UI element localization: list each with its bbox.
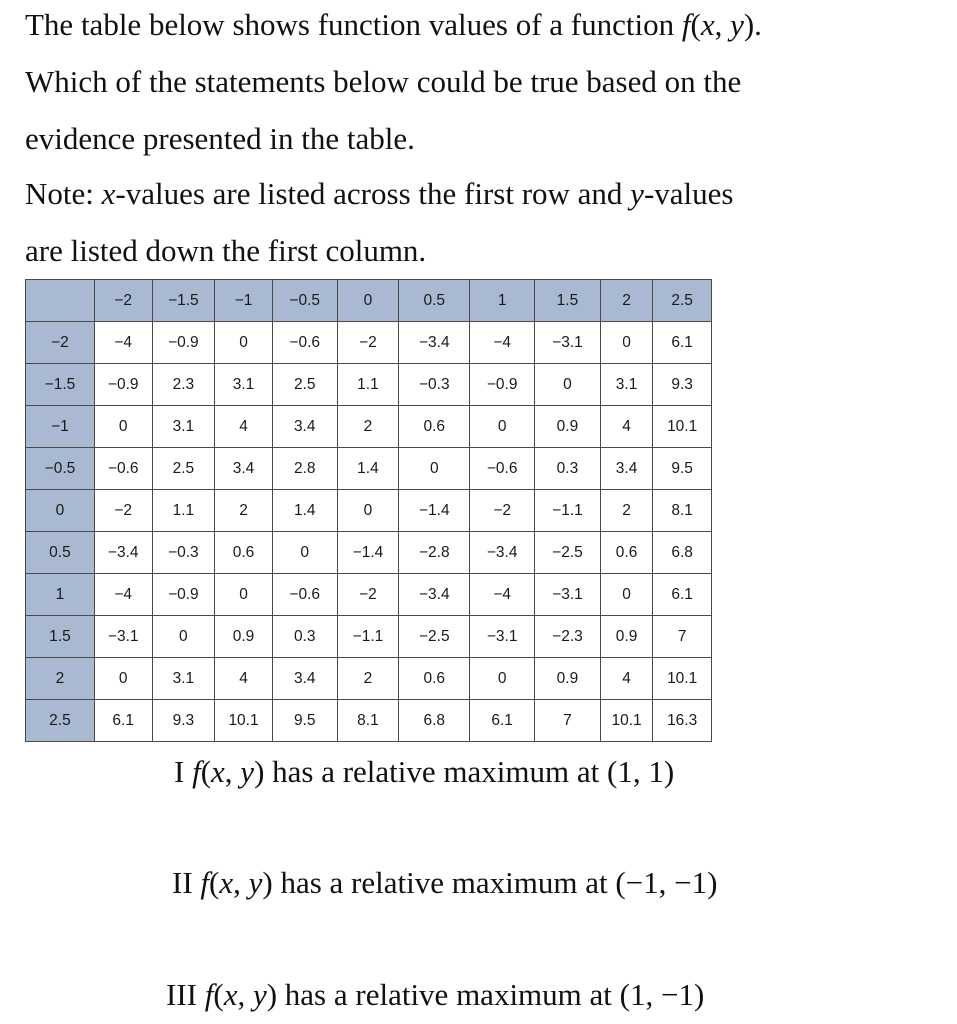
value-cell: −0.3 <box>399 364 470 406</box>
value-cell: −3.4 <box>399 322 470 364</box>
value-cell: −2.3 <box>535 616 601 658</box>
statement-text: has a relative maximum at <box>264 754 607 789</box>
value-cell: 2.5 <box>272 364 337 406</box>
value-cell: −0.9 <box>470 364 535 406</box>
value-cell: −0.3 <box>152 532 215 574</box>
value-cell: 9.3 <box>152 700 215 742</box>
value-cell: −1.1 <box>337 616 399 658</box>
value-cell: 3.4 <box>272 406 337 448</box>
var-y: y <box>252 977 267 1012</box>
statement-text: has a relative maximum at <box>272 865 616 900</box>
value-cell: 0 <box>535 364 601 406</box>
value-cell: 4 <box>600 658 652 700</box>
value-cell: 0 <box>152 616 215 658</box>
corner-cell <box>26 280 95 322</box>
table-row <box>26 700 712 742</box>
note-suffix: -values <box>643 176 734 211</box>
var-y: y <box>240 754 255 789</box>
value-cell: −1.4 <box>399 490 470 532</box>
value-cell: 0 <box>94 406 152 448</box>
value-cell: 6.8 <box>399 700 470 742</box>
value-cell: 4 <box>215 406 273 448</box>
x-header-cell: 0 <box>337 280 399 322</box>
note-paragraph <box>25 165 945 279</box>
value-cell: 8.1 <box>653 490 712 532</box>
value-cell: −0.9 <box>152 574 215 616</box>
y-header-cell: 1 <box>26 574 95 616</box>
x-header-cell: 1.5 <box>535 280 601 322</box>
paren-open: ( <box>209 865 220 900</box>
y-header-cell: 0.5 <box>26 532 95 574</box>
value-cell: 0 <box>272 532 337 574</box>
value-cell: 9.3 <box>653 364 712 406</box>
value-cell: 3.1 <box>152 406 215 448</box>
x-header-cell: 2 <box>600 280 652 322</box>
value-cell: 2 <box>215 490 273 532</box>
value-cell: 2 <box>337 658 399 700</box>
value-cell: −3.1 <box>535 574 601 616</box>
table-row <box>26 574 712 616</box>
table-row <box>26 658 712 700</box>
value-cell: 7 <box>535 700 601 742</box>
value-cell: 3.4 <box>272 658 337 700</box>
value-cell: 0 <box>215 574 273 616</box>
statement-2 <box>172 863 717 903</box>
value-cell: 0 <box>215 322 273 364</box>
value-cell: 0 <box>600 322 652 364</box>
var-x: x <box>700 7 715 42</box>
header-row <box>26 280 712 322</box>
value-cell: −2.5 <box>535 532 601 574</box>
table-row <box>26 406 712 448</box>
comma: , <box>714 7 731 42</box>
value-cell: 0 <box>470 658 535 700</box>
value-cell: 0.6 <box>399 658 470 700</box>
value-cell: 6.1 <box>470 700 535 742</box>
statement-text: has a relative maximum at <box>277 977 620 1012</box>
question-paragraph <box>25 0 945 167</box>
paren-close: ) <box>254 754 265 789</box>
value-cell: −0.6 <box>94 448 152 490</box>
y-header-cell: −2 <box>26 322 95 364</box>
question-line-2: Which of the statements below could be true based on the <box>25 64 742 99</box>
value-cell: 0.9 <box>600 616 652 658</box>
value-cell: 3.1 <box>215 364 273 406</box>
value-cell: 9.5 <box>272 700 337 742</box>
value-cell: 1.4 <box>337 448 399 490</box>
value-cell: 6.1 <box>653 574 712 616</box>
table-row <box>26 448 712 490</box>
value-cell: 0 <box>337 490 399 532</box>
statement-numeral: III <box>166 977 197 1012</box>
value-cell: −0.9 <box>94 364 152 406</box>
value-cell: −0.6 <box>272 322 337 364</box>
comma: , <box>224 754 241 789</box>
comma: , <box>233 865 249 900</box>
value-cell: 16.3 <box>653 700 712 742</box>
value-cell: 2.3 <box>152 364 215 406</box>
value-cell: 0.3 <box>272 616 337 658</box>
table-row <box>26 364 712 406</box>
value-cell: 2.5 <box>152 448 215 490</box>
value-cell: −3.1 <box>94 616 152 658</box>
value-cell: 0 <box>399 448 470 490</box>
value-cell: 2.8 <box>272 448 337 490</box>
value-cell: 4 <box>215 658 273 700</box>
paren-open: ( <box>200 754 212 789</box>
statement-point: (−1, −1) <box>615 865 718 900</box>
value-cell: −4 <box>94 574 152 616</box>
var-x: x <box>219 865 234 900</box>
note-var-x: x <box>101 176 116 211</box>
x-header-cell: −1.5 <box>152 280 215 322</box>
value-cell: 0.6 <box>215 532 273 574</box>
value-cell: 2 <box>337 406 399 448</box>
function-values-table <box>25 279 712 742</box>
x-header-cell: 1 <box>470 280 535 322</box>
note-var-y: y <box>630 176 644 211</box>
var-y: y <box>248 865 263 900</box>
paren-close: ). <box>743 7 762 42</box>
function-name: f <box>200 865 210 900</box>
value-cell: 0.9 <box>535 406 601 448</box>
value-cell: −3.4 <box>399 574 470 616</box>
value-cell: −3.4 <box>94 532 152 574</box>
value-cell: −2 <box>337 574 399 616</box>
value-cell: −2.8 <box>399 532 470 574</box>
question-line-1 <box>25 0 945 53</box>
value-cell: 0.9 <box>215 616 273 658</box>
value-cell: 3.4 <box>215 448 273 490</box>
x-header-cell: −2 <box>94 280 152 322</box>
function-name: f <box>192 754 201 789</box>
value-cell: 10.1 <box>653 406 712 448</box>
value-cell: −1.1 <box>535 490 601 532</box>
value-cell: 10.1 <box>600 700 652 742</box>
value-cell: 0 <box>94 658 152 700</box>
value-cell: 0.6 <box>399 406 470 448</box>
var-x: x <box>223 977 238 1012</box>
value-cell: 2 <box>600 490 652 532</box>
value-cell: −4 <box>470 574 535 616</box>
value-cell: −4 <box>470 322 535 364</box>
value-cell: 1.4 <box>272 490 337 532</box>
note-prefix: Note: <box>25 176 102 211</box>
y-header-cell: 1.5 <box>26 616 95 658</box>
statement-numeral: I <box>174 754 185 789</box>
y-header-cell: 2 <box>26 658 95 700</box>
value-cell: 1.1 <box>152 490 215 532</box>
table-row <box>26 490 712 532</box>
value-cell: 0.6 <box>600 532 652 574</box>
table-row <box>26 532 712 574</box>
value-cell: 6.1 <box>94 700 152 742</box>
value-cell: −3.1 <box>470 616 535 658</box>
y-header-cell: −0.5 <box>26 448 95 490</box>
value-cell: 0.3 <box>535 448 601 490</box>
var-y: y <box>730 7 744 42</box>
value-cell: −0.6 <box>470 448 535 490</box>
y-header-cell: 0 <box>26 490 95 532</box>
value-cell: 7 <box>653 616 712 658</box>
value-cell: 10.1 <box>215 700 273 742</box>
note-mid: -values are listed across the first row and <box>115 176 631 211</box>
question-text: The table below shows function values of a function <box>25 7 682 42</box>
paren-close: ) <box>266 977 278 1012</box>
y-header-cell: −1 <box>26 406 95 448</box>
value-cell: −2 <box>337 322 399 364</box>
comma: , <box>237 977 253 1012</box>
value-cell: 3.1 <box>152 658 215 700</box>
value-cell: 4 <box>600 406 652 448</box>
statement-point: (1, −1) <box>619 977 705 1012</box>
value-cell: −0.9 <box>152 322 215 364</box>
value-cell: −3.1 <box>535 322 601 364</box>
paren-open: ( <box>690 7 701 42</box>
value-cell: 6.8 <box>653 532 712 574</box>
table-row <box>26 616 712 658</box>
value-cell: −4 <box>94 322 152 364</box>
value-cell: −2 <box>470 490 535 532</box>
statement-point: (1, 1) <box>607 754 675 789</box>
function-name: f <box>204 977 214 1012</box>
paren-close: ) <box>262 865 273 900</box>
value-cell: 0 <box>600 574 652 616</box>
x-header-cell: 2.5 <box>653 280 712 322</box>
var-x: x <box>211 754 225 789</box>
value-cell: 0.9 <box>535 658 601 700</box>
note-line-1 <box>25 165 945 222</box>
note-line-2: are listed down the first column. <box>25 233 427 268</box>
value-cell: 3.1 <box>600 364 652 406</box>
value-cell: 0 <box>470 406 535 448</box>
value-cell: 6.1 <box>653 322 712 364</box>
value-cell: −0.6 <box>272 574 337 616</box>
statement-1 <box>174 752 674 792</box>
paren-open: ( <box>213 977 224 1012</box>
value-cell: 10.1 <box>653 658 712 700</box>
y-header-cell: −1.5 <box>26 364 95 406</box>
x-header-cell: −0.5 <box>272 280 337 322</box>
value-cell: −1.4 <box>337 532 399 574</box>
function-name: f <box>681 7 691 42</box>
question-line-3: evidence presented in the table. <box>25 121 415 156</box>
value-cell: 1.1 <box>337 364 399 406</box>
x-header-cell: 0.5 <box>399 280 470 322</box>
statement-numeral: II <box>172 865 193 900</box>
x-header-cell: −1 <box>215 280 273 322</box>
value-cell: −2.5 <box>399 616 470 658</box>
statement-3 <box>166 975 704 1015</box>
value-cell: −2 <box>94 490 152 532</box>
y-header-cell: 2.5 <box>26 700 95 742</box>
value-cell: 9.5 <box>653 448 712 490</box>
value-cell: −3.4 <box>470 532 535 574</box>
table-row <box>26 322 712 364</box>
value-cell: 3.4 <box>600 448 652 490</box>
value-cell: 8.1 <box>337 700 399 742</box>
